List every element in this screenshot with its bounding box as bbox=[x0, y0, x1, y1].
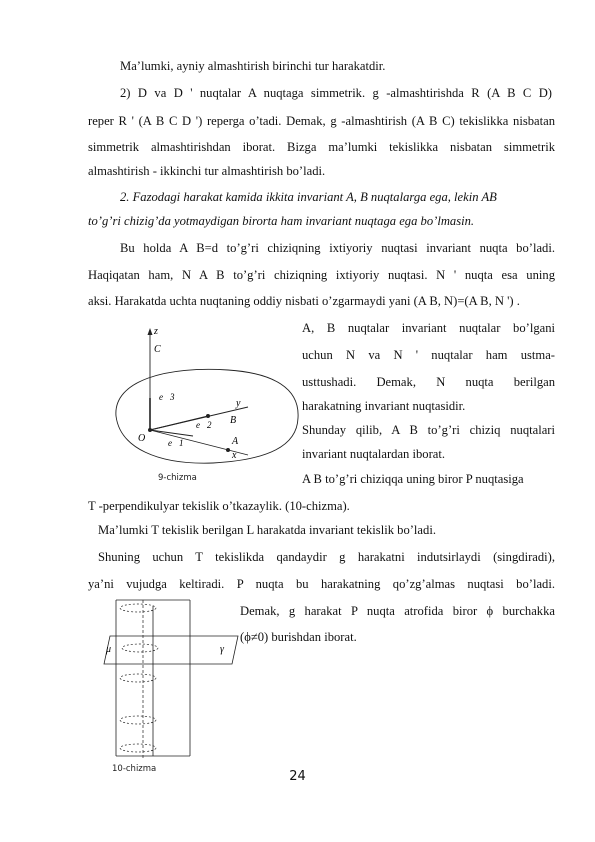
point-a bbox=[226, 448, 230, 452]
label-z: z bbox=[154, 326, 158, 337]
text-line: simmetrik almashtirishdan iborat. Bizga ma’lumki tekislikka nisbatan simmetrik bbox=[88, 140, 555, 154]
text-line: almashtirish - ikkinchi tur almashtirish bo’ladi. bbox=[88, 164, 326, 178]
label-a: A bbox=[232, 436, 239, 447]
dashed-arcs bbox=[120, 604, 158, 752]
label-x: x bbox=[232, 450, 237, 461]
z-axis-arrow bbox=[148, 328, 153, 335]
label-o: O bbox=[138, 433, 146, 444]
text-line: ya’ni vujudga keltiradi. P nuqta bu harakatning qo’zg’almas nuqtasi bo’ladi. bbox=[88, 577, 555, 591]
text-line: A B to’g’ri chiziqqa uning biror P nuqtasiga bbox=[302, 472, 524, 486]
label-e2: e⃗2 bbox=[196, 420, 212, 430]
figure-10-drawing bbox=[108, 598, 238, 763]
figure-10 bbox=[108, 598, 238, 778]
figure-9-drawing bbox=[108, 318, 303, 493]
text-line: Shunday qilib, A B to’g’ri chiziq nuqtalari bbox=[302, 423, 555, 437]
text-line: T -perpendikulyar tekislik o’tkazaylik. (10-chizma). bbox=[88, 499, 350, 513]
label-gamma: γ bbox=[220, 644, 224, 655]
text-line: usttushadi. Demak, N nuqta berilgan bbox=[302, 375, 555, 389]
label-c: C bbox=[154, 344, 161, 355]
text-line: 2) D va D ' nuqtalar A nuqtaga simmetrik. g -almashtirishda R (A B C D) bbox=[120, 86, 552, 100]
text-line: A, B nuqtalar invariant nuqtalar bo’lgani bbox=[302, 321, 555, 335]
text-line: Demak, g harakat P nuqta atrofida biror ϕ burchakka bbox=[240, 604, 555, 618]
text-line: to’g’ri chizig’da yotmaydigan birorta ham invariant nuqtaga ega bo’lmasin. bbox=[88, 214, 475, 228]
text-line: Shuning uchun T tekislikda qandaydir g harakatni indutsirlaydi (singdiradi), bbox=[98, 550, 555, 564]
label-e3: e⃗3 bbox=[159, 392, 175, 402]
text-line: (ϕ≠0) burishdan iborat. bbox=[240, 630, 357, 644]
plane-tau bbox=[104, 636, 238, 664]
text-line: Bu holda A B=d to’g’ri chiziqning ixtiyoriy nuqtasi invariant nuqta bo’ladi. bbox=[120, 241, 555, 255]
label-mu: μ bbox=[106, 644, 112, 655]
text-line: reper R ' (A B C D ') reperga o’tadi. Demak, g -almashtirish (A B C) tekislikka nisbatan bbox=[88, 114, 555, 128]
text-line: harakatning invariant nuqtasidir. bbox=[302, 399, 466, 413]
text-line: uchun N va N ' nuqtalar ham ustma- bbox=[302, 348, 555, 362]
label-y: y bbox=[236, 398, 241, 409]
figure-10-caption: 10-chizma bbox=[112, 764, 157, 774]
text-line: invariant nuqtalardan iborat. bbox=[302, 447, 446, 461]
label-e1: e⃗1 bbox=[168, 438, 184, 448]
figure-9-caption: 9-chizma bbox=[158, 473, 197, 483]
text-line: 2. Fazodagi harakat kamida ikkita invariant A, B nuqtalarga ega, lekin AB bbox=[120, 190, 497, 204]
text-line: Ma’lumki T tekislik berilgan L harakatda invariant tekislik bo’ladi. bbox=[98, 523, 436, 537]
label-b: B bbox=[230, 415, 237, 426]
page-number: 24 bbox=[289, 769, 306, 784]
point-b bbox=[206, 414, 210, 418]
text-line: aksi. Harakatda uchta nuqtaning oddiy nisbati o’zgarmaydi yani (A B, N)=(A B, N ') . bbox=[88, 294, 520, 308]
figure-9 bbox=[108, 318, 303, 493]
text-line: Ma’lumki, ayniy almashtirish birinchi tur harakatdir. bbox=[120, 59, 386, 73]
text-line: Haqiqatan ham, N A B to’g’ri chiziqning ixtiyoriy nuqtasi. N ' nuqta esa uning bbox=[88, 268, 555, 282]
point-o bbox=[148, 428, 152, 432]
